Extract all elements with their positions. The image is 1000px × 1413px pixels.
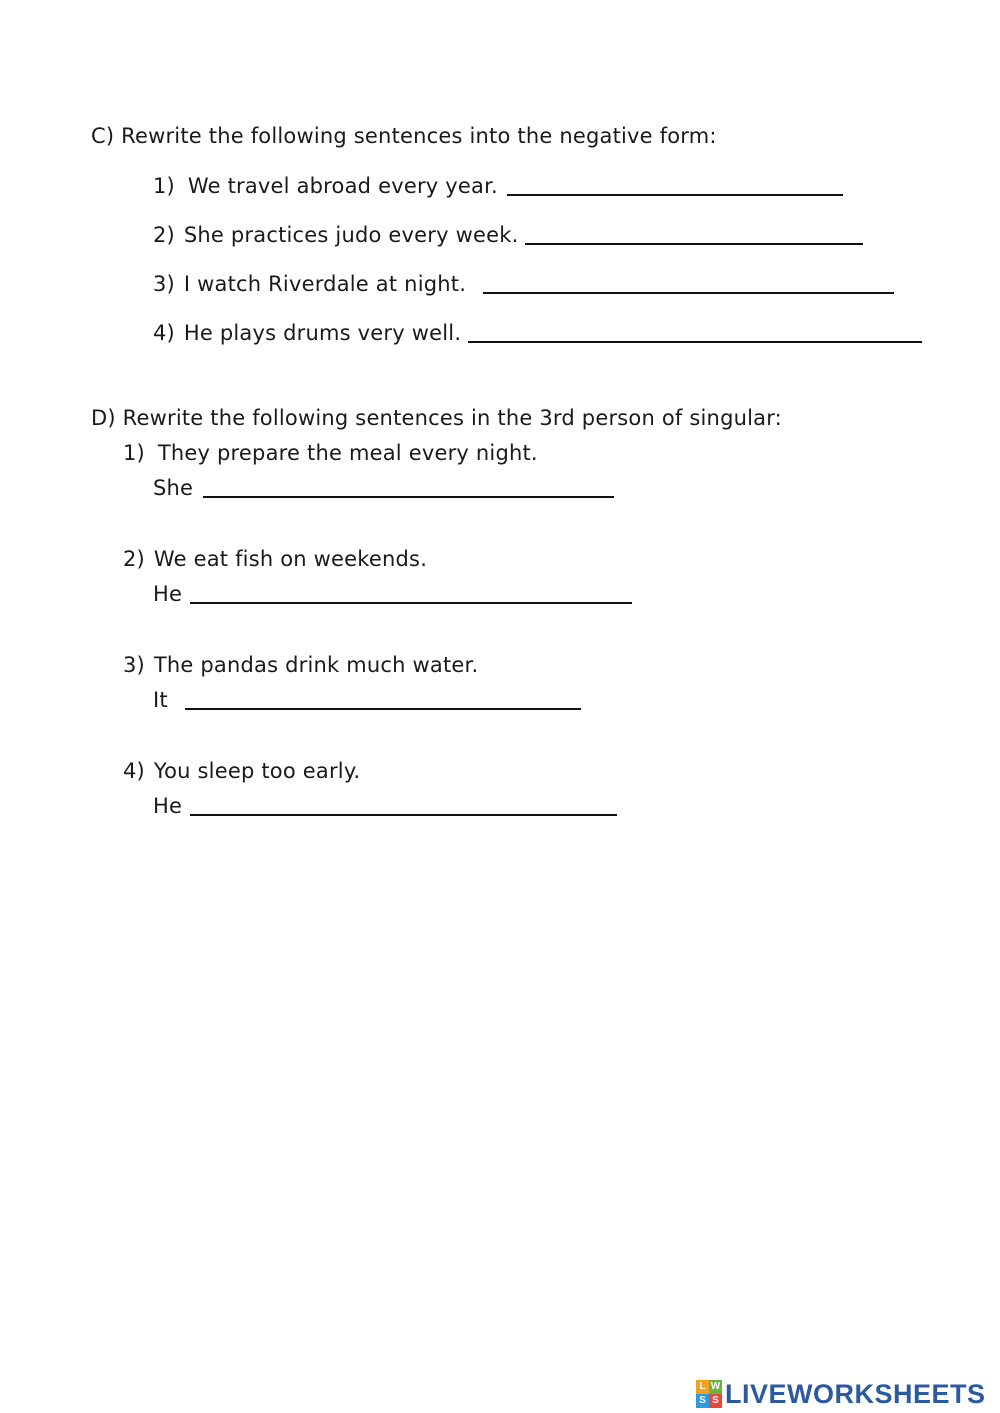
logo-icon-tile: W [710,1381,721,1392]
item-sentence: I watch Riverdale at night. [183,272,467,296]
item-sentence: She practices judo every week. [183,223,519,247]
section-c-heading: C) Rewrite the following sentences into the negative form: [91,124,717,148]
logo-icon-tile: S [709,1394,722,1408]
item-number: 3) [153,272,175,296]
item-number: 3) [123,653,145,677]
answer-blank-c4[interactable] [468,341,922,343]
answer-blank-d4[interactable] [190,814,617,816]
section-d-item-4 [123,757,360,785]
liveworksheets-logo-text: LIVEWORKSHEETS [725,1378,986,1409]
logo-icon-tile: S [696,1394,709,1408]
logo-icon-tile: L [696,1380,709,1394]
item-number: 4) [153,321,175,345]
answer-blank-c2[interactable] [525,243,863,245]
section-d-heading: D) Rewrite the following sentences in the 3rd person of singular: [91,406,782,430]
answer-subject-d3: It [153,688,168,712]
item-sentence: They prepare the meal every night. [157,441,538,465]
item-sentence: The pandas drink much water. [153,653,479,677]
item-number: 2) [153,223,175,247]
section-c-item-1 [153,172,498,200]
answer-blank-d1[interactable] [203,496,614,498]
section-d-item-2 [123,545,427,573]
item-sentence: We eat fish on weekends. [153,547,428,571]
answer-blank-d2[interactable] [190,602,632,604]
section-c-item-3 [153,270,466,298]
answer-subject-d4: He [153,794,183,818]
item-sentence: We travel abroad every year. [187,174,498,198]
item-sentence: You sleep too early. [153,759,361,783]
answer-subject-d2: He [153,582,183,606]
item-number: 1) [123,441,145,465]
answer-blank-c3[interactable] [483,292,894,294]
section-c-item-2 [153,221,518,249]
answer-subject-d1: She [153,476,194,500]
item-number: 4) [123,759,145,783]
liveworksheets-logo[interactable] [696,1378,986,1410]
item-number: 2) [123,547,145,571]
liveworksheets-logo-icon [696,1380,722,1408]
item-number: 1) [153,174,175,198]
section-c-item-4 [153,319,461,347]
section-d-item-1 [123,439,538,467]
item-sentence: He plays drums very well. [183,321,462,345]
answer-blank-d3[interactable] [185,708,581,710]
answer-blank-c1[interactable] [507,194,843,196]
section-d-item-3 [123,651,478,679]
